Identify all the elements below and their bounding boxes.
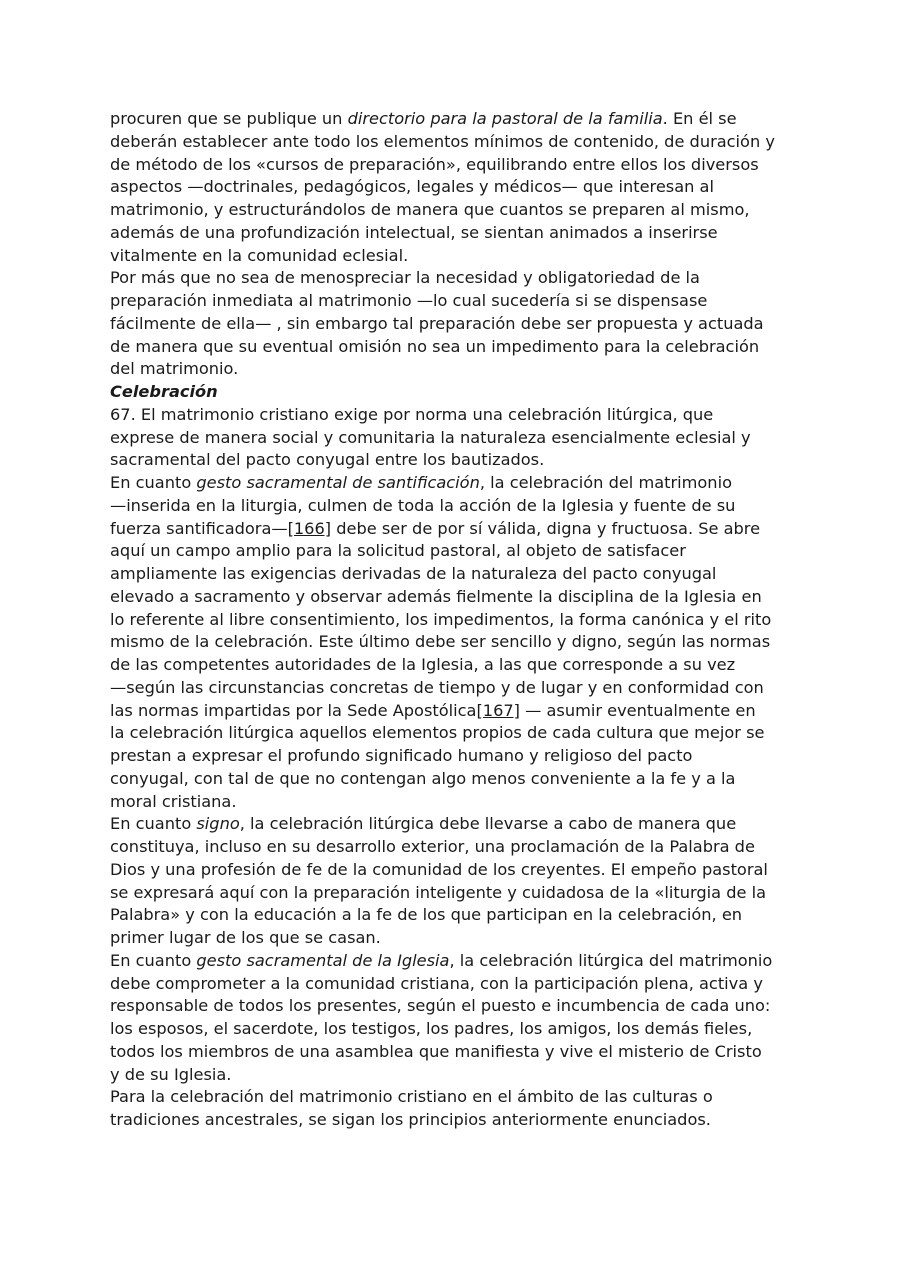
- text-line: ampliamente las exigencias derivadas de la naturaleza del pacto conyugal: [110, 564, 717, 583]
- text-line: sacramental del pacto conyugal entre los bautizados.: [110, 450, 545, 470]
- document-body: [110, 108, 810, 1132]
- text-line: procuren que se publique un directorio para la pastoral de la familia. En él se: [110, 109, 737, 128]
- paragraph: [110, 813, 810, 950]
- text-line: tradiciones ancestrales, se sigan los principios anteriormente enunciados.: [110, 1110, 711, 1129]
- paragraph: [110, 267, 810, 381]
- text-line: todos los miembros de una asamblea que manifiesta y vive el misterio de Cristo: [110, 1041, 762, 1061]
- paragraph: [110, 472, 810, 813]
- text-line: las normas impartidas por la Sede Apostólica[167] — asumir eventualmente en: [110, 700, 756, 720]
- text-line: conyugal, con tal de que no contengan algo menos conveniente a la fe y a la: [110, 768, 736, 788]
- text-line: mismo de la celebración. Este último debe ser sencillo y digno, según las normas: [110, 632, 771, 652]
- text-line: 67. El matrimonio cristiano exige por norma una celebración litúrgica, que: [110, 404, 714, 424]
- text-line: además de una profundización intelectual, se sientan animados a inserirse: [110, 222, 718, 242]
- text-line: constituya, incluso en su desarrollo exterior, una proclamación de la Palabra de: [110, 837, 755, 856]
- text-line: del matrimonio.: [110, 359, 239, 379]
- text-line: primer lugar de los que se casan.: [110, 928, 381, 947]
- paragraph: [110, 1086, 810, 1132]
- text-line: deberán establecer ante todo los elementos mínimos de contenido, de duración y: [110, 131, 775, 151]
- footnote-link-167[interactable]: [167]: [476, 700, 520, 720]
- text-line: Por más que no sea de menospreciar la necesidad y obligatoriedad de la: [110, 268, 700, 288]
- paragraph: [110, 108, 810, 267]
- text-line: aquí un campo amplio para la solicitud pastoral, al objeto de satisfacer: [110, 541, 686, 561]
- text-line: fácilmente de ella— , sin embargo tal preparación debe ser propuesta y actuada: [110, 313, 764, 333]
- text-line: En cuanto gesto sacramental de santificación, la celebración del matrimonio: [110, 473, 732, 492]
- text-line: prestan a expresar el profundo significado humano y religioso del pacto: [110, 746, 693, 765]
- paragraph: [110, 950, 810, 1087]
- text-line: se expresará aquí con la preparación inteligente y cuidadosa de la «liturgia de la: [110, 882, 766, 902]
- italic-text: directorio para la pastoral de la familia: [347, 109, 663, 128]
- italic-text: gesto sacramental de santificación: [196, 473, 480, 492]
- text-line: debe comprometer a la comunidad cristiana, con la participación plena, activa y: [110, 973, 763, 993]
- text-line: preparación inmediata al matrimonio —lo cual sucedería si se dispensase: [110, 291, 708, 310]
- text-line: fuerza santificadora—[166] debe ser de por sí válida, digna y fructuosa. Se abre: [110, 518, 761, 538]
- text-line: de método de los «cursos de preparación», equilibrando entre ellos los diversos: [110, 154, 759, 174]
- text-line: moral cristiana.: [110, 791, 237, 811]
- text-line: exprese de manera social y comunitaria la naturaleza esencialmente eclesial y: [110, 427, 751, 447]
- italic-text: signo: [196, 814, 240, 834]
- text-line: —inserida en la liturgia, culmen de toda la acción de la Iglesia y fuente de su: [110, 495, 736, 515]
- text-line: y de su Iglesia.: [110, 1064, 232, 1084]
- text-line: En cuanto gesto sacramental de la Iglesia, la celebración litúrgica del matrimonio: [110, 950, 773, 970]
- text-line: Dios y una profesión de fe de la comunidad de los creyentes. El empeño pastoral: [110, 859, 768, 879]
- text-line: la celebración litúrgica aquellos elementos propios de cada cultura que mejor se: [110, 723, 765, 743]
- section-heading: Celebración: [110, 382, 218, 401]
- text-line: Palabra» y con la educación a la fe de los que participan en la celebración, en: [110, 905, 743, 925]
- text-line: los esposos, el sacerdote, los testigos, los padres, los amigos, los demás fieles,: [110, 1019, 753, 1038]
- text-line: lo referente al libre consentimiento, los impedimentos, la forma canónica y el rito: [110, 609, 772, 629]
- text-line: elevado a sacramento y observar además fielmente la disciplina de la Iglesia en: [110, 586, 762, 606]
- paragraph: [110, 404, 810, 472]
- text-line: de manera que su eventual omisión no sea un impedimento para la celebración: [110, 336, 760, 356]
- text-line: Para la celebración del matrimonio cristiano en el ámbito de las culturas o: [110, 1087, 713, 1107]
- text-line: vitalmente en la comunidad eclesial.: [110, 245, 409, 265]
- text-line: de las competentes autoridades de la Iglesia, a las que corresponde a su vez: [110, 655, 736, 674]
- text-line: En cuanto signo, la celebración litúrgica debe llevarse a cabo de manera que: [110, 814, 737, 834]
- text-line: —según las circunstancias concretas de tiempo y de lugar y en conformidad con: [110, 677, 764, 697]
- italic-text: gesto sacramental de la Iglesia: [196, 950, 450, 970]
- text-line: matrimonio, y estructurándolos de manera que cuantos se preparen al mismo,: [110, 200, 750, 219]
- text-line: responsable de todos los presentes, según el puesto e incumbencia de cada uno:: [110, 996, 771, 1016]
- text-line: aspectos —doctrinales, pedagógicos, legales y médicos— que interesan al: [110, 177, 714, 197]
- footnote-link-166[interactable]: [166]: [287, 518, 332, 538]
